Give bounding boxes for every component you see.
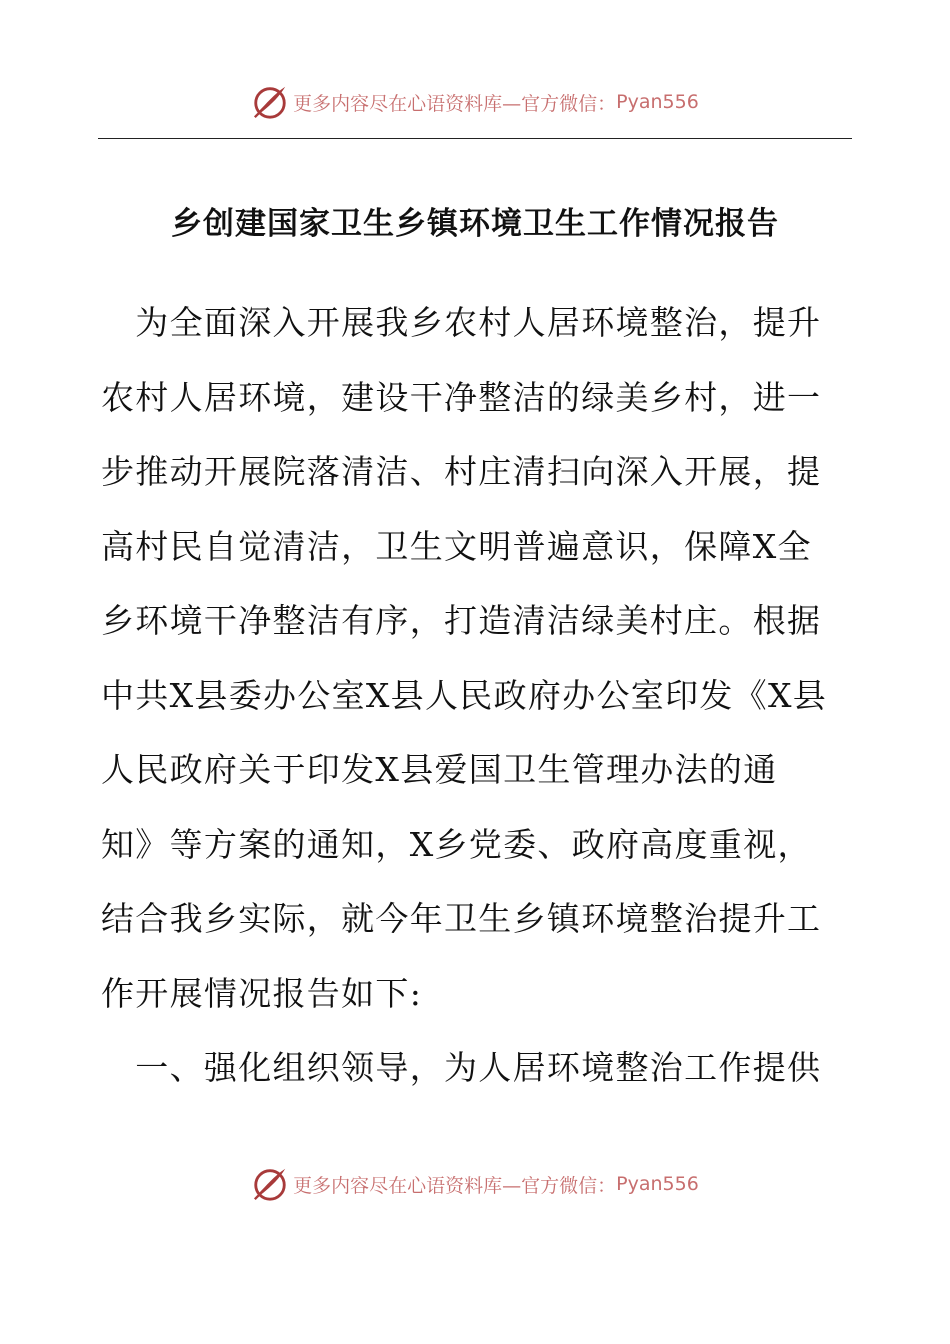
watermark-banner-bottom (0, 1162, 950, 1206)
quill-logo-icon (251, 1165, 289, 1203)
watermark-account: Pyan556 (616, 91, 699, 113)
watermark-text: 更多内容尽在心语资料库—官方微信： (293, 1174, 617, 1197)
body-line: 步推动开展院落清洁、村庄清扫向深入开展，提 (101, 452, 822, 491)
document-body (101, 293, 851, 1113)
body-line: 高村民自觉清洁，卫生文明普遍意识，保障X全 (101, 526, 812, 566)
body-line: 农村人居环境，建设干净整洁的绿美乡村，进一 (101, 377, 822, 417)
section-heading-line: 一、强化组织领导，为人居环境整治工作提供 (101, 1048, 822, 1087)
watermark-banner-top (0, 80, 950, 124)
body-line: 人民政府关于印发X县爱国卫生管理办法的通 (101, 750, 778, 789)
header-divider (98, 138, 852, 139)
body-line: 作开展情况报告如下: (101, 973, 423, 1013)
document-title: 乡创建国家卫生乡镇环境卫生工作情况报告 (171, 206, 779, 242)
body-line: 结合我乡实际，就今年卫生乡镇环境整治提升工 (101, 899, 822, 938)
watermark-account: Pyan556 (616, 1173, 699, 1195)
body-line: 中共X县委办公室X县人民政府办公室印发《X县 (101, 675, 828, 715)
watermark-text: 更多内容尽在心语资料库—官方微信： (293, 92, 617, 115)
body-line: 乡环境干净整洁有序，打造清洁绿美村庄。根据 (101, 601, 822, 640)
body-line: 为全面深入开展我乡农村人居环境整治，提升 (101, 303, 822, 342)
body-line: 知》等方案的通知，X乡党委、政府高度重视， (101, 824, 812, 864)
quill-logo-icon (251, 83, 289, 121)
